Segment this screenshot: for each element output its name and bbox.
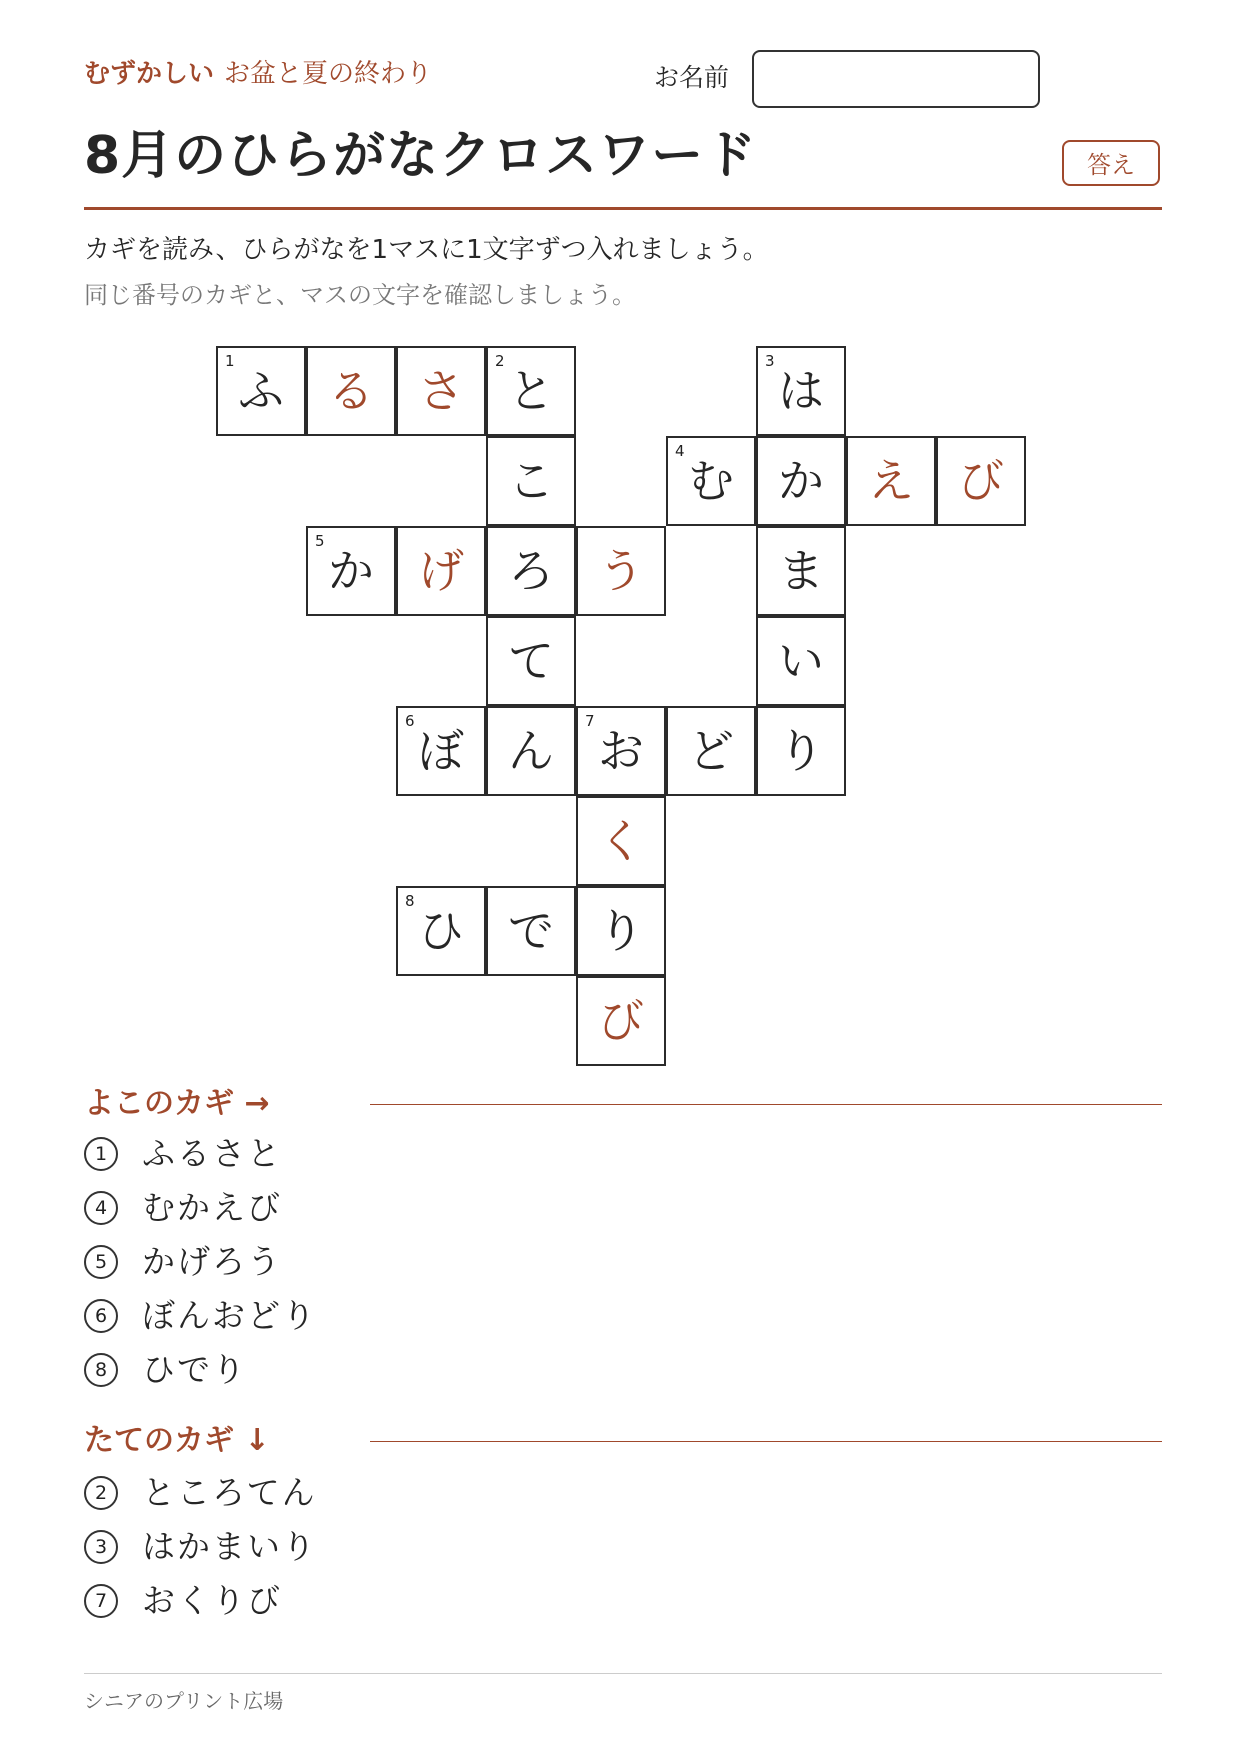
grid-cell[interactable] [846, 436, 936, 526]
cell-char: て [508, 634, 554, 688]
cell-char: か [778, 454, 824, 508]
cell-char: び [958, 454, 1004, 508]
cell-number: 4 [675, 442, 685, 460]
grid-cell[interactable] [486, 706, 576, 796]
answer-badge: 答え [1062, 140, 1160, 186]
cell-number: 3 [765, 352, 775, 370]
cell-number: 8 [405, 892, 415, 910]
grid-cell[interactable] [756, 526, 846, 616]
clue-number-circle: 8 [84, 1353, 118, 1387]
grid-cell[interactable] [756, 706, 846, 796]
clue-text: かげろう [142, 1242, 282, 1281]
name-input-box[interactable] [752, 50, 1040, 108]
grid-cell[interactable] [576, 706, 666, 796]
clue-number-circle: 4 [84, 1191, 118, 1225]
cell-char: か [328, 544, 374, 598]
difficulty-label: むずかしい [84, 59, 215, 89]
cell-char: り [778, 724, 824, 778]
clue-number-circle: 3 [84, 1530, 118, 1564]
clue-text: むかえび [142, 1188, 282, 1227]
clue-number-circle: 5 [84, 1245, 118, 1279]
grid-cell[interactable] [486, 526, 576, 616]
cell-char: ま [778, 544, 824, 598]
cell-char: げ [418, 544, 464, 598]
grid-cell[interactable] [756, 436, 846, 526]
across-heading: よこのカギ → [84, 1086, 270, 1121]
cell-char: ふ [238, 364, 284, 418]
across-divider [370, 1104, 1162, 1105]
cell-char: ぼ [418, 724, 464, 778]
cell-char: い [778, 634, 824, 688]
grid-cell[interactable] [396, 886, 486, 976]
grid-cell[interactable] [576, 976, 666, 1066]
grid-cell[interactable] [666, 436, 756, 526]
cell-char: ど [688, 724, 734, 778]
grid-cell[interactable] [306, 526, 396, 616]
cell-char: う [598, 544, 644, 598]
grid-cell[interactable] [666, 706, 756, 796]
grid-cell[interactable] [396, 706, 486, 796]
grid-cell[interactable] [486, 886, 576, 976]
clue-number-circle: 6 [84, 1299, 118, 1333]
cell-char: る [328, 364, 374, 418]
clue-text: ぼんおどり [142, 1296, 317, 1335]
clue-number-circle: 7 [84, 1584, 118, 1618]
footer-credit: シニアのプリント広場 [84, 1689, 284, 1713]
down-heading: たてのカギ ↓ [84, 1423, 270, 1458]
cell-char: ろ [508, 544, 554, 598]
instruction-main: カギを読み、ひらがなを1マスに1文字ずつ入れましょう。 [84, 235, 769, 265]
header-labels [84, 56, 432, 92]
cell-char: む [688, 454, 734, 508]
cell-char: く [598, 814, 644, 868]
grid-cell[interactable] [306, 346, 396, 436]
grid-cell[interactable] [486, 616, 576, 706]
cell-char: え [868, 454, 914, 508]
cell-char: こ [508, 454, 554, 508]
clue-text: ひでり [142, 1350, 247, 1389]
cell-char: び [598, 994, 644, 1048]
page-title: 8月のひらがなクロスワード [84, 126, 758, 186]
cell-char: と [508, 364, 554, 418]
footer-divider [84, 1673, 1162, 1674]
clue-text: おくりび [142, 1581, 282, 1620]
clue-text: はかまいり [142, 1527, 317, 1566]
grid-cell[interactable] [936, 436, 1026, 526]
grid-cell[interactable] [756, 616, 846, 706]
down-divider [370, 1441, 1162, 1442]
clue-text: ところてん [142, 1473, 317, 1512]
cell-char: は [778, 364, 824, 418]
cell-char: で [508, 904, 554, 958]
cell-char: さ [418, 364, 464, 418]
grid-cell[interactable] [576, 796, 666, 886]
grid-cell[interactable] [576, 526, 666, 616]
cell-number: 2 [495, 352, 505, 370]
cell-number: 6 [405, 712, 415, 730]
cell-char: ひ [418, 904, 464, 958]
grid-cell[interactable] [216, 346, 306, 436]
cell-char: ん [508, 724, 554, 778]
grid-cell[interactable] [576, 886, 666, 976]
cell-number: 7 [585, 712, 595, 730]
cell-char: り [598, 904, 644, 958]
grid-cell[interactable] [486, 346, 576, 436]
grid-cell[interactable] [756, 346, 846, 436]
title-divider [84, 207, 1162, 210]
cell-number: 5 [315, 532, 325, 550]
theme-label: お盆と夏の終わり [224, 59, 433, 89]
grid-cell[interactable] [396, 526, 486, 616]
clue-number-circle: 2 [84, 1476, 118, 1510]
clue-number-circle: 1 [84, 1137, 118, 1171]
grid-cell[interactable] [396, 346, 486, 436]
grid-cell[interactable] [486, 436, 576, 526]
clue-text: ふるさと [142, 1134, 282, 1173]
cell-char: お [598, 724, 644, 778]
name-label: お名前 [654, 63, 730, 92]
instruction-sub: 同じ番号のカギと、マスの文字を確認しましょう。 [84, 281, 636, 309]
cell-number: 1 [225, 352, 235, 370]
